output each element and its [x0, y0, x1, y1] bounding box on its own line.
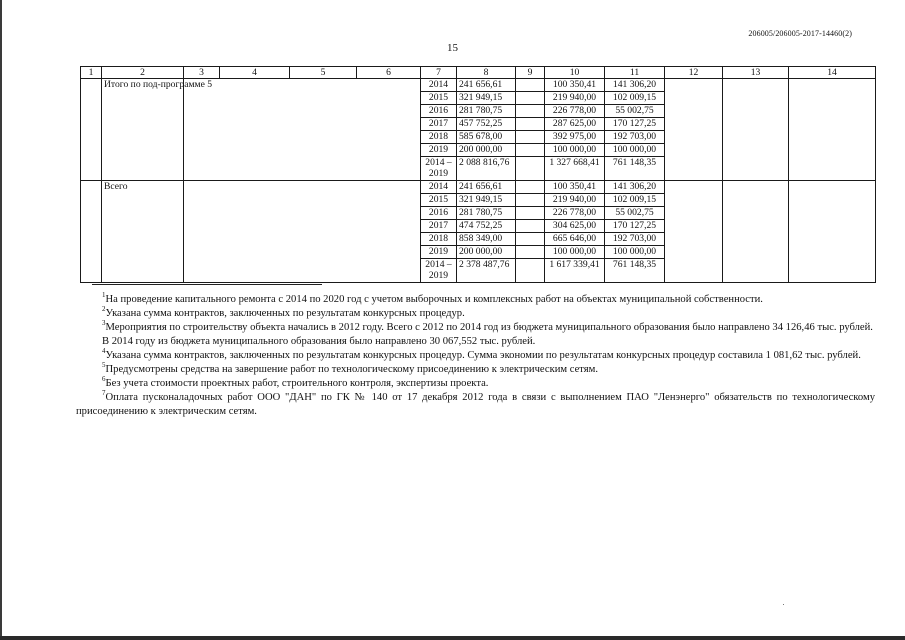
- value-cell: 192 703,00: [605, 131, 665, 144]
- total-cell: 2 088 816,76: [457, 157, 516, 181]
- cell-empty: [516, 181, 545, 194]
- value-cell: 141 306,20: [605, 79, 665, 92]
- footnote: [76, 321, 875, 335]
- value-cell: 102 009,15: [605, 92, 665, 105]
- value-cell: 287 625,00: [545, 118, 605, 131]
- total-cell: 281 780,75: [457, 105, 516, 118]
- total-cell: 585 678,00: [457, 131, 516, 144]
- column-header: 8: [457, 67, 516, 79]
- cell-empty: [516, 259, 545, 283]
- footnote-mark: 1: [102, 291, 106, 299]
- cell-empty: [516, 92, 545, 105]
- table-header-row: [81, 67, 876, 79]
- year-cell: 2017: [421, 220, 457, 233]
- footnote-text: Указана сумма контрактов, заключенных по результатам конкурсных процедур.: [105, 308, 465, 319]
- footnote: [76, 363, 875, 377]
- footnote: [76, 335, 875, 349]
- total-cell: 241 656,61: [457, 181, 516, 194]
- cell-empty: [516, 233, 545, 246]
- cell-empty: [665, 181, 723, 283]
- value-cell: 304 625,00: [545, 220, 605, 233]
- cell-empty: [516, 79, 545, 92]
- value-cell: 665 646,00: [545, 233, 605, 246]
- value-cell: 192 703,00: [605, 233, 665, 246]
- column-header: 6: [357, 67, 421, 79]
- total-cell: 321 949,15: [457, 92, 516, 105]
- value-cell: 1 617 339,41: [545, 259, 605, 283]
- footnote: [76, 307, 875, 321]
- table-row: [81, 79, 876, 92]
- footnote-mark: 4: [102, 347, 106, 355]
- year-cell: 2014: [421, 79, 457, 92]
- total-cell: 200 000,00: [457, 246, 516, 259]
- column-header: 1: [81, 67, 102, 79]
- year-cell: 2019: [421, 246, 457, 259]
- total-cell: 321 949,15: [457, 194, 516, 207]
- footnote: [76, 391, 875, 419]
- year-cell: 2014: [421, 181, 457, 194]
- value-cell: 100 000,00: [605, 144, 665, 157]
- footnote-text: В 2014 году из бюджета муниципального образования было направлено 30 067,552 тыс. рублей.: [102, 336, 536, 347]
- page-number: 15: [447, 42, 458, 54]
- column-header: 10: [545, 67, 605, 79]
- value-cell: 102 009,15: [605, 194, 665, 207]
- cell-empty: [516, 118, 545, 131]
- cell-num: [81, 79, 102, 181]
- value-cell: 226 778,00: [545, 207, 605, 220]
- year-cell: 2018: [421, 131, 457, 144]
- footnote-text: На проведение капитального ремонта с 2014 по 2020 год с учетом выборочных и комплексных работ на объектах муниципальной собственности.: [105, 294, 763, 305]
- cell-empty: [516, 105, 545, 118]
- value-cell: 170 127,25: [605, 118, 665, 131]
- total-cell: 281 780,75: [457, 207, 516, 220]
- cell-empty: [723, 79, 789, 181]
- scan-bottom-edge: [0, 636, 905, 640]
- column-header: 13: [723, 67, 789, 79]
- year-cell: 2019: [421, 144, 457, 157]
- column-header: 2: [102, 67, 184, 79]
- value-cell: 761 148,35: [605, 157, 665, 181]
- column-header: 9: [516, 67, 545, 79]
- value-cell: 1 327 668,41: [545, 157, 605, 181]
- year-cell: 2015: [421, 194, 457, 207]
- section-label: Итого по под-программе 5: [102, 79, 184, 181]
- value-cell: 100 350,41: [545, 79, 605, 92]
- cell-empty: [723, 181, 789, 283]
- value-cell: 170 127,25: [605, 220, 665, 233]
- table-row: [81, 181, 876, 194]
- cell-num: [81, 181, 102, 283]
- value-cell: 100 350,41: [545, 181, 605, 194]
- footnote: [76, 293, 875, 307]
- value-cell: 226 778,00: [545, 105, 605, 118]
- cell-empty: [516, 157, 545, 181]
- total-cell: 457 752,25: [457, 118, 516, 131]
- value-cell: 100 000,00: [605, 246, 665, 259]
- year-cell: 2017: [421, 118, 457, 131]
- section-label: Всего: [102, 181, 184, 283]
- value-cell: 392 975,00: [545, 131, 605, 144]
- footnote-mark: 6: [102, 375, 106, 383]
- cell-empty: [516, 131, 545, 144]
- year-cell: 2016: [421, 105, 457, 118]
- total-cell: 474 752,25: [457, 220, 516, 233]
- footnote-text: Предусмотрены средства на завершение работ по технологическому присоединению к электрическим сетям.: [105, 364, 598, 375]
- cell-empty: [516, 246, 545, 259]
- value-cell: 100 000,00: [545, 144, 605, 157]
- total-cell: 858 349,00: [457, 233, 516, 246]
- cell-empty: [516, 194, 545, 207]
- scan-left-edge: [0, 0, 2, 640]
- total-cell: 241 656,61: [457, 79, 516, 92]
- value-cell: 55 002,75: [605, 105, 665, 118]
- cell-empty: [184, 181, 421, 283]
- total-cell: 200 000,00: [457, 144, 516, 157]
- value-cell: 219 940,00: [545, 194, 605, 207]
- value-cell: 141 306,20: [605, 181, 665, 194]
- value-cell: 761 148,35: [605, 259, 665, 283]
- column-header: 11: [605, 67, 665, 79]
- footnote: [76, 349, 875, 363]
- year-cell: 2014 – 2019: [421, 259, 457, 283]
- footnote-mark: 7: [102, 389, 106, 397]
- total-cell: 2 378 487,76: [457, 259, 516, 283]
- column-header: 3: [184, 67, 220, 79]
- column-header: 7: [421, 67, 457, 79]
- cell-empty: [516, 207, 545, 220]
- scan-speck: [783, 604, 784, 605]
- footnote: [76, 377, 875, 391]
- document-id: 206005/206005-2017-14460(2): [748, 29, 852, 38]
- value-cell: 219 940,00: [545, 92, 605, 105]
- column-header: 12: [665, 67, 723, 79]
- budget-table: [80, 66, 876, 283]
- column-header: 14: [789, 67, 876, 79]
- cell-empty: [516, 144, 545, 157]
- footnote-text: Мероприятия по строительству объекта начались в 2012 году. Всего с 2012 по 2014 год из бюджета муниципального образования было направлено 34 126,46 тыс. рублей.: [105, 322, 873, 333]
- value-cell: 55 002,75: [605, 207, 665, 220]
- cell-empty: [184, 79, 421, 181]
- footnote-mark: 2: [102, 305, 106, 313]
- footnote-text: Оплата пусконаладочных работ ООО "ДАН" по ГК № 140 от 17 декабря 2012 года в связи с выполнением ПАО "Ленэнерго" обязательств по технологическому присоединению к электрическим сетям.: [76, 392, 875, 417]
- footnote-text: Указана сумма контрактов, заключенных по результатам конкурсных процедур. Сумма экономии по результатам конкурсных процедур составила 1 081,62 тыс. рублей.: [105, 350, 861, 361]
- year-cell: 2014 – 2019: [421, 157, 457, 181]
- footnote-mark: 5: [102, 361, 106, 369]
- column-header: 4: [220, 67, 290, 79]
- cell-empty: [789, 79, 876, 181]
- cell-empty: [789, 181, 876, 283]
- footnote-text: Без учета стоимости проектных работ, строительного контроля, экспертизы проекта.: [105, 378, 489, 389]
- year-cell: 2016: [421, 207, 457, 220]
- footnote-separator: [92, 284, 322, 293]
- column-header: 5: [290, 67, 357, 79]
- footnotes: [76, 284, 875, 419]
- cell-empty: [516, 220, 545, 233]
- value-cell: 100 000,00: [545, 246, 605, 259]
- cell-empty: [665, 79, 723, 181]
- footnote-mark: 3: [102, 319, 106, 327]
- year-cell: 2015: [421, 92, 457, 105]
- year-cell: 2018: [421, 233, 457, 246]
